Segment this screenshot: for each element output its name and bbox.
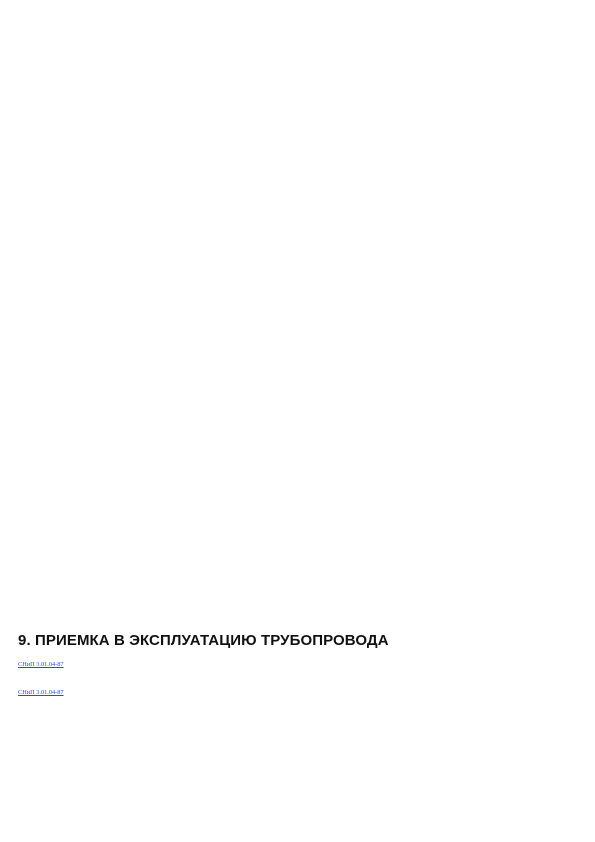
paragraph-8-9-item-3 (18, 314, 576, 322)
paragraph-8-9-item-1 (18, 278, 576, 286)
paragraph-8-6 (18, 130, 576, 148)
paragraph-9-3 (18, 717, 576, 726)
paragraph-8-14-continued (18, 572, 576, 590)
paragraph-8-10-item-1 (18, 378, 576, 386)
snip-link-2[interactable]: СНиП 3.01.04-87 (18, 689, 64, 696)
snip-link-1[interactable]: СНиП 3.01.04-87 (18, 661, 64, 668)
paragraph-8-15 (18, 600, 576, 618)
paragraph-8-10 (18, 360, 576, 368)
paragraph-8-11-note (18, 480, 576, 488)
section-heading: 9. ПРИЕМКА В ЭКСПЛУАТАЦИЮ ТРУБОПРОВОДА (18, 632, 389, 649)
paragraph-8-11 (18, 452, 576, 470)
paragraph-8-5-continued (18, 74, 576, 92)
paragraph-8-10-item-2 (18, 396, 576, 414)
paragraph-8-7 (18, 158, 576, 184)
paragraph-8-9-item-2 (18, 296, 576, 304)
paragraph-8-9-item-4 (18, 332, 576, 350)
paragraph-8-5 (18, 46, 576, 64)
paragraph-9-1 (18, 661, 576, 679)
paragraph-8-5-note (18, 102, 576, 120)
paragraph-8-9 (18, 250, 576, 268)
paragraph-8-14 (18, 544, 576, 562)
paragraph-8-7-continued (18, 194, 576, 212)
paragraph-8-12 (18, 498, 576, 516)
paragraph-8-8 (18, 222, 576, 240)
paragraph-8-4 (18, 10, 576, 36)
paragraph-8-13 (18, 526, 576, 534)
paragraph-8-10-item-3 (18, 424, 576, 442)
paragraph-9-2 (18, 689, 576, 707)
